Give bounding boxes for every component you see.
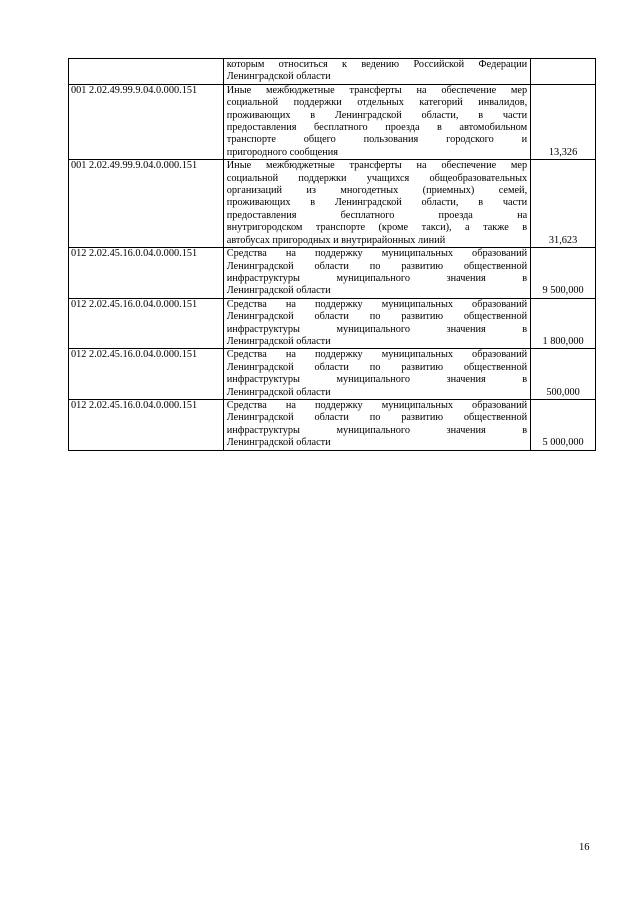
- table-row: [69, 248, 596, 299]
- description-line: инфраструктуры муниципального значения в: [226, 424, 528, 436]
- description-cell: [223, 160, 530, 248]
- description-line: Средства на поддержку муниципальных образований: [226, 399, 528, 411]
- budget-code-cell: 012 2.02.45.16.0.04.0.000.151: [69, 248, 224, 299]
- description-line: Иные межбюджетные трансферты на обеспечение мер: [226, 84, 528, 96]
- description-cell: [223, 349, 530, 400]
- description-line: организаций из многодетных (приемных) семей,: [226, 185, 528, 197]
- description-line: Ленинградской области: [226, 386, 331, 398]
- table-row: [69, 160, 596, 248]
- description-line: транспорте общего пользования городского и: [226, 134, 528, 146]
- description-line: предоставления бесплатного проезда в автомобильном: [226, 122, 528, 134]
- description-cell: [223, 84, 530, 159]
- budget-code-cell: 001 2.02.49.99.9.04.0.000.151: [69, 84, 224, 159]
- description-line: Средства на поддержку муниципальных образований: [226, 349, 528, 361]
- table-row: [69, 84, 596, 159]
- description-cell: [223, 59, 530, 85]
- description-line: социальной поддержки учащихся общеобразовательных: [226, 172, 528, 184]
- description-line: социальной поддержки отдельных категорий инвалидов,: [226, 97, 528, 109]
- budget-table-body: [69, 59, 596, 451]
- amount-cell: 1 800,000: [531, 298, 596, 349]
- page-number: 16: [579, 842, 590, 853]
- amount-cell: 9 500,000: [531, 248, 596, 299]
- description-line: Ленинградской области по развитию общественной: [226, 260, 528, 272]
- description-line: внутригородском транспорте (кроме такси), а также в: [226, 222, 528, 234]
- budget-code-cell: 001 2.02.49.99.9.04.0.000.151: [69, 160, 224, 248]
- description-cell: [223, 298, 530, 349]
- table-row: [69, 349, 596, 400]
- description-line: проживающих в Ленинградской области, в части: [226, 197, 528, 209]
- amount-cell: 5 000,000: [531, 399, 596, 450]
- description-line: Ленинградской области по развитию общественной: [226, 361, 528, 373]
- description-line: Средства на поддержку муниципальных образований: [226, 298, 528, 310]
- description-line: которым относиться к ведению Российской Федерации: [226, 59, 528, 70]
- description-line: инфраструктуры муниципального значения в: [226, 374, 528, 386]
- amount-cell: [531, 59, 596, 85]
- budget-code-cell: 012 2.02.45.16.0.04.0.000.151: [69, 399, 224, 450]
- description-line: проживающих в Ленинградской области, в части: [226, 109, 528, 121]
- amount-cell: 13,326: [531, 84, 596, 159]
- table-row: [69, 399, 596, 450]
- budget-code-cell: 012 2.02.45.16.0.04.0.000.151: [69, 349, 224, 400]
- description-line: Ленинградской области: [226, 71, 331, 83]
- table-row: [69, 59, 596, 85]
- description-line: Иные межбюджетные трансферты на обеспечение мер: [226, 160, 528, 172]
- budget-code-cell: [69, 59, 224, 85]
- description-cell: [223, 248, 530, 299]
- description-line: инфраструктуры муниципального значения в: [226, 272, 528, 284]
- description-cell: [223, 399, 530, 450]
- description-line: Ленинградской области: [226, 335, 331, 347]
- description-line: инфраструктуры муниципального значения в: [226, 323, 528, 335]
- amount-cell: 31,623: [531, 160, 596, 248]
- description-line: Ленинградской области: [226, 437, 331, 449]
- description-line: предоставления бесплатного проезда на: [226, 209, 528, 221]
- description-line: автобусах пригородных и внутрирайонных линий: [226, 234, 446, 246]
- amount-cell: 500,000: [531, 349, 596, 400]
- description-line: пригородного сообщения: [226, 146, 338, 158]
- table-row: [69, 298, 596, 349]
- budget-table: [68, 58, 596, 451]
- description-line: Средства на поддержку муниципальных образований: [226, 248, 528, 260]
- description-line: Ленинградской области по развитию общественной: [226, 311, 528, 323]
- description-line: Ленинградской области по развитию общественной: [226, 412, 528, 424]
- budget-code-cell: 012 2.02.45.16.0.04.0.000.151: [69, 298, 224, 349]
- description-line: Ленинградской области: [226, 285, 331, 297]
